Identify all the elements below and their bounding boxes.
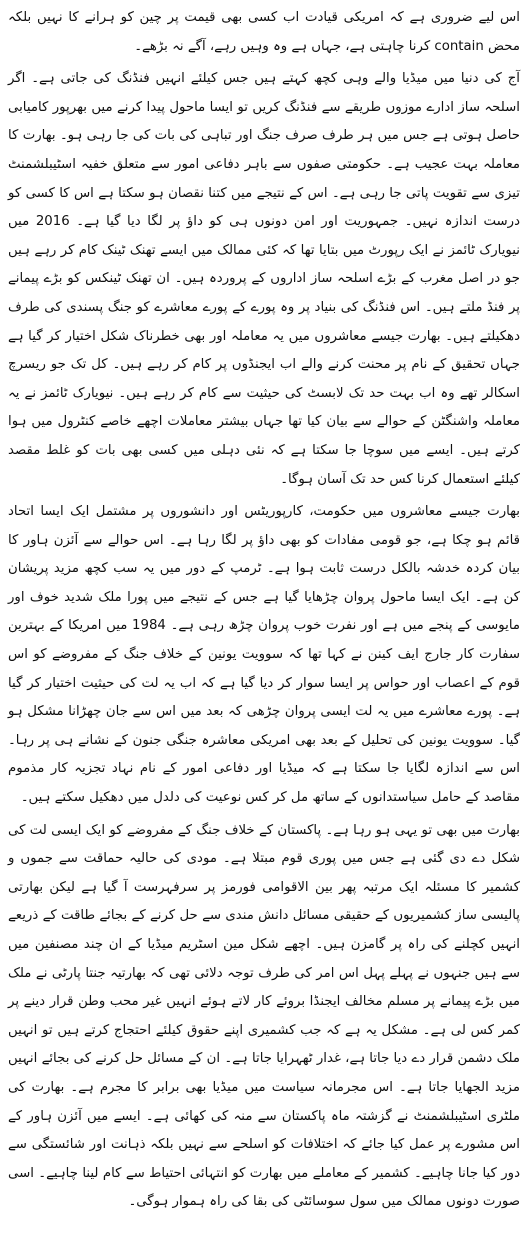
article-paragraph-3: بھارت جیسے معاشروں میں حکومت، کارپوریٹس اور دانشوروں پر مشتمل ایک ایسا اتحاد قائم ہو چکا ہے، جو قومی مفادات کو بھی داؤ پر لگا رہا ہے۔ اس حوالے سے آئزن ہاور کا بیان کردہ خدشہ بالکل درست ثابت ہوا ہے۔ ٹرمپ کے دور میں یہ سب کچھ مزید پریشان کن ہے۔ ایک ایسا ماحول پروان چڑھایا گیا ہے جس کے نتیجے میں پورا ملک شدید خوف اور مایوسی کے پنجے میں ہے اور نفرت خوب پروان چڑھ رہی ہے۔ 1984 میں امریکا کے بہترین سفارت کار جارج ایف کینن نے کہا تھا کہ سوویت یونین کے خلاف جنگ کے مفروضے کو اس قوم کے اعصاب اور حواس پر ایسا سوار کر دیا گیا ہے کہ اب یہ لت کی حیثیت اختیار کر گیا ہے۔ پورے معاشرے میں یہ لت ایسی پروان چڑھی کہ بعد میں اس سے جان چھڑانا مشکل ہو گیا۔ سوویت یونین کی تحلیل کے بعد بھی امریکی معاشرہ جنگی جنون کے نشانے ہی پر رہا۔ اس سے اندازہ لگایا جا سکتا ہے کہ میڈیا اور دفاعی امور کے نام نہاد تجزیہ کار مذموم مقاصد کے حامل سیاستدانوں کے ساتھ مل کر کس نوعیت کی دلدل میں دھکیل سکتے ہیں۔: [8, 504, 520, 806]
article-paragraph-2: آج کی دنیا میں میڈیا والے وہی کچھ کہتے ہیں جس کیلئے انہیں فنڈنگ کی جاتی ہے۔ اگر اسلحہ ساز ادارے موزوں طریقے سے فنڈنگ کریں تو ایسا ماحول پیدا کرنے میں بھرپور کامیابی حاصل ہوتی ہے جس میں ہر طرف صرف جنگ اور تباہی کی بات کی جا رہی ہو۔ بھارت کا معاملہ بہت عجیب ہے۔ حکومتی صفوں سے باہر دفاعی امور سے متعلق خفیہ اسٹیبلشمنٹ تیزی سے تقویت پاتی جا رہی ہے۔ اس کے نتیجے میں کتنا نقصان ہو سکتا ہے اس کا کسی کو درست اندازہ نہیں۔ جمہوریت اور امن دونوں ہی کو داؤ پر لگا دیا گیا ہے۔ 2016 میں نیویارک ٹائمز نے ایک رپورٹ میں بتایا تھا کہ کئی ممالک میں ایسے تھنک ٹینک کام کر رہے ہیں جو در اصل مغرب کے بڑے اسلحہ ساز اداروں کے پروردہ ہیں۔ ان تھنک ٹینکس کو بڑے پیمانے پر فنڈ ملتے ہیں۔ اس فنڈنگ کی بنیاد پر وہ پورے کے پورے معاشرے کو جنگ پسندی کی طرف دھکیلتے ہیں۔ بھارت جیسے معاشروں میں یہ معاملہ اور بھی خطرناک شکل اختیار کر گیا ہے جہاں تحقیق کے نام پر محنت کرنے والے اب ایجنڈوں پر کام کر رہے ہیں۔ کل تک جو ریسرچ اسکالر تھے وہ اب بہت حد تک لابسٹ کی حیثیت سے کام کر رہے ہیں۔ نیویارک ٹائمز نے یہ معاملہ واشنگٹن کے حوالے سے بیان کیا تھا جہاں بیشتر معاملات اچھے خاصے کنٹرول میں ہوا کرتے ہیں۔ ایسے میں سوچا جا سکتا ہے کہ نئی دہلی میں کسی بھی بات کو غلط مقصد کیلئے استعمال کرنا کس حد تک آسان ہوگا۔: [8, 71, 521, 487]
article-paragraph-1: اس لیے ضروری ہے کہ امریکی قیادت اب کسی بھی قیمت پر چین کو ہرانے کا نہیں بلکہ محض contain کرنا چاہتی ہے، جہاں ہے وہ وہیں رہے، آگے نہ بڑھے۔: [8, 10, 520, 54]
article-paragraph-4: بھارت میں بھی تو یہی ہو رہا ہے۔ پاکستان کے خلاف جنگ کے مفروضے کو ایک ایسی لت کی شکل دے دی گئی ہے جس میں پوری قوم مبتلا ہے۔ مودی کی حالیہ حماقت سے جموں و کشمیر کا مسئلہ ایک مرتبہ پھر بین الاقوامی فورمز پر سرفہرست آ گیا ہے لیکن بھارتی پالیسی ساز کشمیریوں کے حقیقی مسائل دانش مندی سے حل کرنے کے بجائے طاقت کے ذریعے انہیں کچلنے کی راہ پر گامزن ہیں۔ اچھے شکل مین اسٹریم میڈیا کے ان چند مصنفین میں سے ہیں جنہوں نے پہلے پہل اس امر کی طرف توجہ دلائی تھی کہ بھارتیہ جنتا پارٹی نے ملک میں بڑے پیمانے پر مسلم مخالف ایجنڈا بروئے کار لاتے ہوئے انہیں غیر محب وطن قرار دینے پر کمر کس لی ہے۔ مشکل یہ ہے کہ جب کشمیری اپنے حقوق کیلئے احتجاج کرتے ہیں تو انہیں ملک دشمن قرار دے دیا جاتا ہے، غدار ٹھہرایا جاتا ہے۔ ان کے مسائل حل کرنے کی بجائے انہیں مزید الجھایا جاتا ہے۔ اس مجرمانہ سیاست میں میڈیا بھی برابر کا مجرم ہے۔ بھارت کی ملٹری اسٹیبلشمنٹ نے گزشتہ ماہ پاکستان سے منہ کی کھائی ہے۔ ایسے میں آئزن ہاور کے اس مشورے پر عمل کیا جائے کہ اختلافات کو اسلحے سے نہیں بلکہ ذہانت اور شائستگی سے دور کیا جانا چاہیے۔ کشمیر کے معاملے میں بھارت کو انتہائی احتیاط سے کام لینا چاہیے۔ اسی صورت دونوں ممالک میں سول سوسائٹی کی بقا کی راہ ہموار ہوگی۔: [8, 822, 520, 1210]
